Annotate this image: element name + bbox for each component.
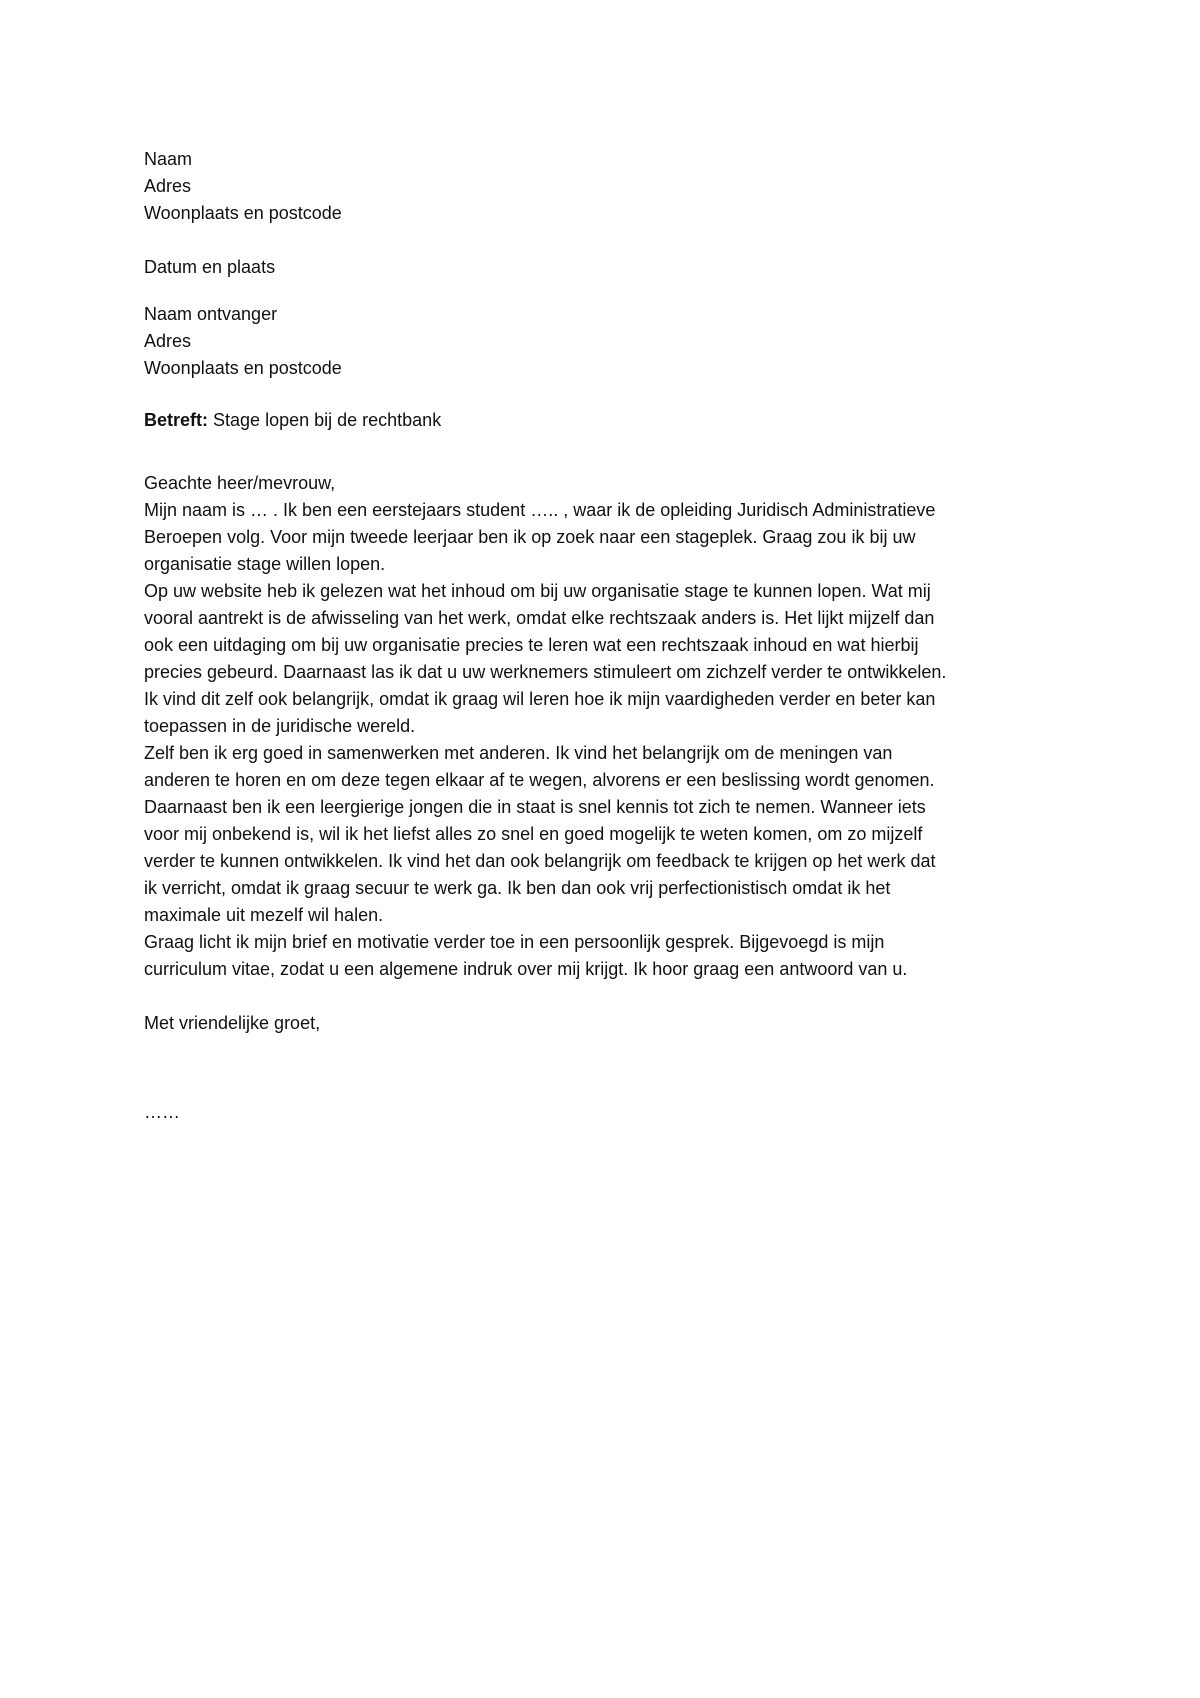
paragraph-line: ook een uitdaging om bij uw organisatie precies te leren wat een rechtszaak inhoud en wat hierbij [144, 635, 919, 655]
paragraph-line: Op uw website heb ik gelezen wat het inhoud om bij uw organisatie stage te kunnen lopen. Wat mij [144, 581, 931, 601]
subject-label: Betreft: [144, 410, 209, 430]
recipient-address: Adres [144, 331, 192, 351]
signature-block [144, 1099, 1064, 1126]
paragraph-line: precies gebeurd. Daarnaast las ik dat u uw werknemers stimuleert om zichzelf verder te ontwikkelen. [144, 662, 947, 682]
salutation-block [144, 470, 1064, 497]
subject-line [144, 407, 1064, 434]
closing: Met vriendelijke groet, [144, 1013, 321, 1033]
paragraph-4 [144, 929, 1064, 983]
paragraph-line: voor mij onbekend is, wil ik het liefst alles zo snel en goed mogelijk te weten komen, om zo mijzelf [144, 824, 923, 844]
paragraph-line: anderen te horen en om deze tegen elkaar af te wegen, alvorens er een beslissing wordt genomen. [144, 770, 935, 790]
signature: …… [144, 1102, 180, 1122]
recipient-block [144, 301, 1064, 382]
paragraph-line: Zelf ben ik erg goed in samenwerken met anderen. Ik vind het belangrijk om de meningen van [144, 743, 893, 763]
sender-city-postcode: Woonplaats en postcode [144, 203, 342, 223]
paragraph-line: ik verricht, omdat ik graag secuur te werk ga. Ik ben dan ook vrij perfectionistisch omdat ik het [144, 878, 891, 898]
paragraph-line: curriculum vitae, zodat u een algemene indruk over mij krijgt. Ik hoor graag een antwoord van u. [144, 959, 908, 979]
paragraph-line: Daarnaast ben ik een leergierige jongen die in staat is snel kennis tot zich te nemen. Wanneer iets [144, 797, 926, 817]
paragraph-line: Graag licht ik mijn brief en motivatie verder toe in een persoonlijk gesprek. Bijgevoegd is mijn [144, 932, 885, 952]
paragraph-line: toepassen in de juridische wereld. [144, 716, 416, 736]
paragraph-2 [144, 578, 1064, 740]
paragraph-line: verder te kunnen ontwikkelen. Ik vind het dan ook belangrijk om feedback te krijgen op het werk dat [144, 851, 936, 871]
paragraph-line: Ik vind dit zelf ook belangrijk, omdat ik graag wil leren hoe ik mijn vaardigheden verder en beter kan [144, 689, 936, 709]
subject-block [144, 407, 1064, 434]
recipient-city-postcode: Woonplaats en postcode [144, 358, 342, 378]
paragraph-line: Mijn naam is … . Ik ben een eerstejaars student ….. , waar ik de opleiding Juridisch Administratieve [144, 500, 936, 520]
subject-text: Stage lopen bij de rechtbank [213, 410, 442, 430]
paragraph-line: maximale uit mezelf wil halen. [144, 905, 384, 925]
recipient-name: Naam ontvanger [144, 304, 278, 324]
sender-block [144, 146, 1064, 227]
paragraph-line: Beroepen volg. Voor mijn tweede leerjaar ben ik op zoek naar een stageplek. Graag zou ik bij uw [144, 527, 916, 547]
paragraph-line: vooral aantrekt is de afwisseling van het werk, omdat elke rechtszaak anders is. Het lijkt mijzelf dan [144, 608, 935, 628]
sender-name: Naam [144, 149, 193, 169]
closing-block [144, 1010, 1064, 1037]
paragraph-3 [144, 740, 1064, 929]
letter-body [144, 146, 1064, 1126]
salutation: Geachte heer/mevrouw, [144, 473, 336, 493]
paragraph-1 [144, 497, 1064, 578]
sender-address: Adres [144, 176, 192, 196]
date-place: Datum en plaats [144, 257, 276, 277]
paragraph-line: organisatie stage willen lopen. [144, 554, 386, 574]
date-place-block [144, 254, 1064, 281]
